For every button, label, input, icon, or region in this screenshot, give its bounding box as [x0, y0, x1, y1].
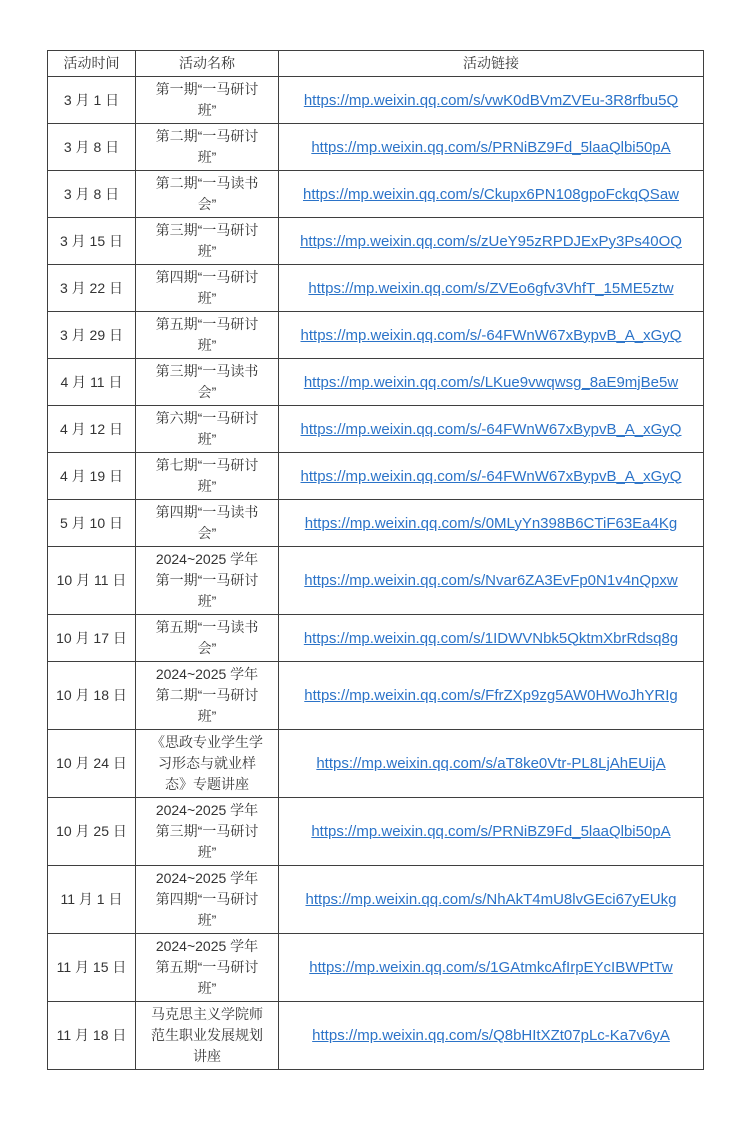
activity-name: 第六期“一马研讨 班”: [136, 406, 279, 453]
activity-date: 10 月 11 日: [48, 547, 136, 615]
activity-name: 《思政专业学生学 习形态与就业样 态》专题讲座: [136, 730, 279, 798]
activity-link[interactable]: https://mp.weixin.qq.com/s/1IDWVNbk5QktmXbrRdsq8g: [303, 629, 679, 647]
activity-name: 马克思主义学院师 范生职业发展规划 讲座: [136, 1002, 279, 1070]
table-row: [48, 265, 704, 312]
activity-name: 第二期“一马研讨 班”: [136, 124, 279, 171]
activity-name: 2024~2025 学年 第三期“一马研讨 班”: [136, 798, 279, 866]
activity-link-cell: [279, 77, 704, 124]
activity-date: 11 月 18 日: [48, 1002, 136, 1070]
activity-link[interactable]: https://mp.weixin.qq.com/s/LKue9vwqwsg_8aE9mjBe5w: [303, 373, 679, 391]
activity-link-cell: [279, 730, 704, 798]
activity-name: 第五期“一马研讨 班”: [136, 312, 279, 359]
activity-name: 第五期“一马读书 会”: [136, 615, 279, 662]
activity-link-cell: [279, 798, 704, 866]
table-row: [48, 218, 704, 265]
table-row: [48, 730, 704, 798]
activity-link-cell: [279, 171, 704, 218]
activity-date: 4 月 12 日: [48, 406, 136, 453]
header-activity-time: 活动时间: [48, 51, 136, 77]
activity-link[interactable]: https://mp.weixin.qq.com/s/ZVEo6gfv3VhfT_15ME5ztw: [308, 279, 674, 297]
activity-name: 2024~2025 学年 第一期“一马研讨 班”: [136, 547, 279, 615]
table-row: [48, 312, 704, 359]
table-row: [48, 662, 704, 730]
activity-link[interactable]: https://mp.weixin.qq.com/s/Ckupx6PN108gpoFckqQSaw: [302, 185, 679, 203]
activity-link-cell: [279, 615, 704, 662]
activity-date: 11 月 15 日: [48, 934, 136, 1002]
activity-link-cell: [279, 866, 704, 934]
table-row: [48, 77, 704, 124]
activity-name: 第二期“一马读书 会”: [136, 171, 279, 218]
activity-date: 3 月 8 日: [48, 124, 136, 171]
table-row: [48, 406, 704, 453]
activity-link[interactable]: https://mp.weixin.qq.com/s/Nvar6ZA3EvFp0N1v4nQpxw: [304, 572, 678, 589]
activity-name: 2024~2025 学年 第四期“一马研讨 班”: [136, 866, 279, 934]
activity-link-cell: [279, 218, 704, 265]
activity-link-cell: [279, 265, 704, 312]
activity-link[interactable]: https://mp.weixin.qq.com/s/-64FWnW67xBypvB_A_xGyQ: [300, 467, 682, 485]
activity-date: 10 月 25 日: [48, 798, 136, 866]
table-row: [48, 171, 704, 218]
activity-link[interactable]: https://mp.weixin.qq.com/s/vwK0dBVmZVEu-3R8rfbu5Q: [303, 91, 679, 109]
table-row: [48, 124, 704, 171]
activity-date: 10 月 18 日: [48, 662, 136, 730]
table-row: [48, 359, 704, 406]
activity-name: 2024~2025 学年 第五期“一马研讨 班”: [136, 934, 279, 1002]
activity-name: 第四期“一马读书 会”: [136, 500, 279, 547]
activity-name: 第三期“一马读书 会”: [136, 359, 279, 406]
table-header-row: [48, 51, 704, 77]
activity-name: 2024~2025 学年 第二期“一马研讨 班”: [136, 662, 279, 730]
table-row: [48, 615, 704, 662]
activity-name: 第四期“一马研讨 班”: [136, 265, 279, 312]
activity-date: 3 月 8 日: [48, 171, 136, 218]
table-row: [48, 798, 704, 866]
table-row: [48, 1002, 704, 1070]
table-row: [48, 866, 704, 934]
activity-link[interactable]: https://mp.weixin.qq.com/s/NhAkT4mU8lvGEci67yEUkg: [305, 891, 677, 908]
activity-link[interactable]: https://mp.weixin.qq.com/s/-64FWnW67xBypvB_A_xGyQ: [300, 326, 682, 344]
activity-link[interactable]: https://mp.weixin.qq.com/s/PRNiBZ9Fd_5laaQlbi50pA: [311, 138, 671, 156]
activity-date: 3 月 29 日: [48, 312, 136, 359]
activity-date: 3 月 1 日: [48, 77, 136, 124]
activity-link[interactable]: https://mp.weixin.qq.com/s/Q8bHItXZt07pLc-Ka7v6yA: [312, 1027, 670, 1044]
activity-date: 10 月 17 日: [48, 615, 136, 662]
activity-link[interactable]: https://mp.weixin.qq.com/s/-64FWnW67xBypvB_A_xGyQ: [300, 420, 682, 438]
activity-link[interactable]: https://mp.weixin.qq.com/s/aT8ke0Vtr-PL8LjAhEUijA: [316, 755, 666, 772]
activity-link-cell: [279, 547, 704, 615]
activity-link-cell: [279, 662, 704, 730]
table-row: [48, 453, 704, 500]
header-activity-link: 活动链接: [279, 51, 704, 77]
activity-date: 4 月 11 日: [48, 359, 136, 406]
activity-date: 3 月 22 日: [48, 265, 136, 312]
activity-link-cell: [279, 312, 704, 359]
activity-link[interactable]: https://mp.weixin.qq.com/s/0MLyYn398B6CTiF63Ea4Kg: [304, 514, 678, 532]
activity-link[interactable]: https://mp.weixin.qq.com/s/zUeY95zRPDJExPy3Ps40OQ: [300, 232, 682, 250]
activity-link[interactable]: https://mp.weixin.qq.com/s/FfrZXp9zg5AW0HWoJhYRIg: [304, 687, 678, 704]
activity-date: 10 月 24 日: [48, 730, 136, 798]
activity-link-cell: [279, 500, 704, 547]
activity-name: 第三期“一马研讨 班”: [136, 218, 279, 265]
activity-date: 5 月 10 日: [48, 500, 136, 547]
activity-table: [47, 50, 704, 1070]
activity-name: 第一期“一马研讨 班”: [136, 77, 279, 124]
activity-link-cell: [279, 1002, 704, 1070]
activity-table-body: [48, 77, 704, 1070]
activity-date: 3 月 15 日: [48, 218, 136, 265]
table-row: [48, 500, 704, 547]
activity-name: 第七期“一马研讨 班”: [136, 453, 279, 500]
activity-date: 11 月 1 日: [48, 866, 136, 934]
table-row: [48, 547, 704, 615]
activity-link-cell: [279, 934, 704, 1002]
activity-link-cell: [279, 124, 704, 171]
activity-link[interactable]: https://mp.weixin.qq.com/s/1GAtmkcAfIrpEYcIBWPtTw: [309, 959, 673, 976]
header-activity-name: 活动名称: [136, 51, 279, 77]
activity-date: 4 月 19 日: [48, 453, 136, 500]
activity-link[interactable]: https://mp.weixin.qq.com/s/PRNiBZ9Fd_5laaQlbi50pA: [311, 823, 671, 840]
activity-link-cell: [279, 359, 704, 406]
table-row: [48, 934, 704, 1002]
activity-link-cell: [279, 453, 704, 500]
activity-link-cell: [279, 406, 704, 453]
